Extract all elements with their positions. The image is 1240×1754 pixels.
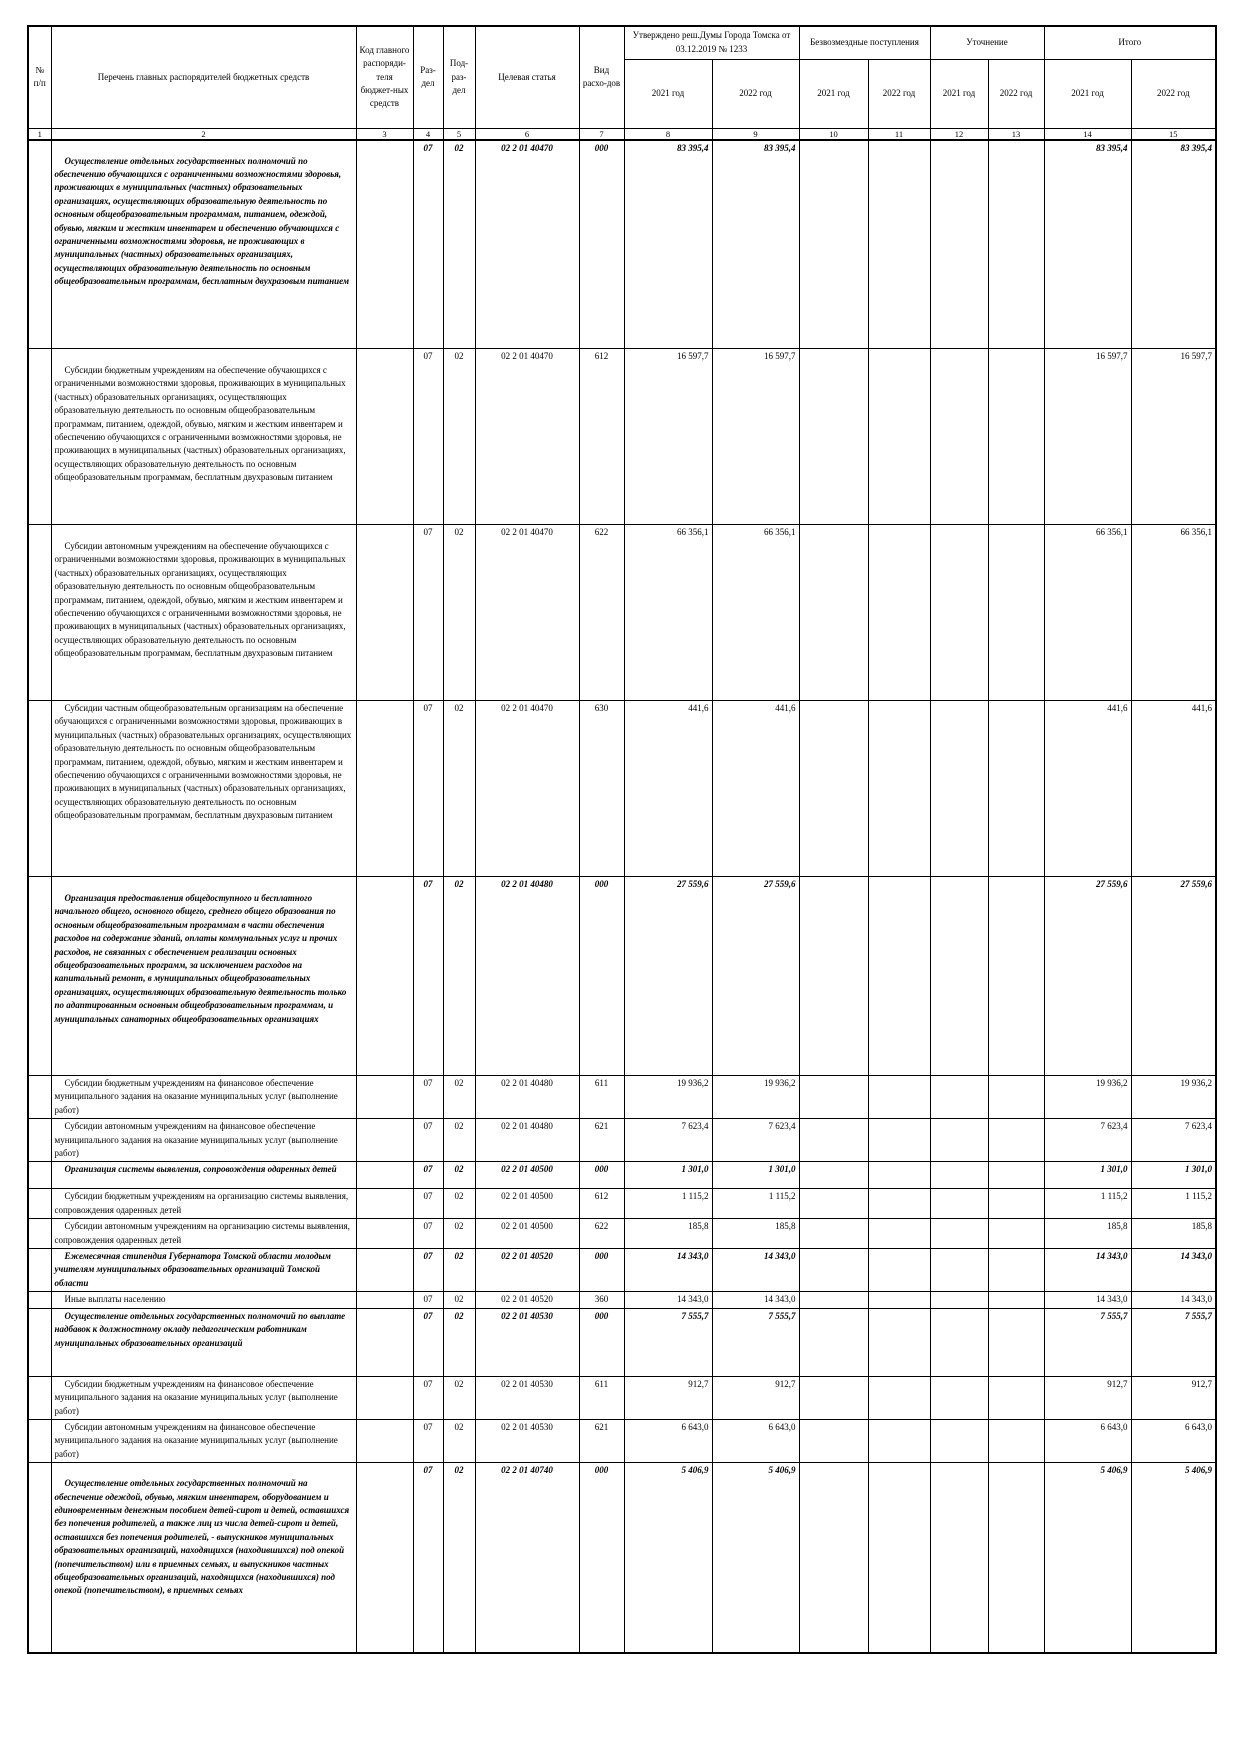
cell-total-2021: 14 343,0: [1044, 1249, 1131, 1292]
cell-total-2021: 19 936,2: [1044, 1076, 1131, 1119]
cell-gratuitous-2021: [799, 1189, 868, 1219]
cell-approved-2021: 27 559,6: [624, 877, 712, 1076]
cell-vid: 000: [579, 1162, 624, 1189]
cell-num: [28, 1308, 51, 1376]
cell-total-2022: 7 555,7: [1131, 1308, 1216, 1376]
cell-num: [28, 1419, 51, 1462]
header-podrazdel: Под-раз-дел: [443, 26, 475, 128]
cell-clarification-2022: [988, 1076, 1044, 1119]
cell-clarification-2021: [930, 1219, 988, 1249]
cell-razdel: 07: [413, 1189, 443, 1219]
header-year: 2022 год: [1131, 59, 1216, 128]
cell-razdel: 07: [413, 877, 443, 1076]
column-number: 13: [988, 128, 1044, 140]
cell-article: 02 2 01 40740: [475, 1463, 579, 1653]
cell-name: Осуществление отдельных государственных полномочий по обеспечению обучающихся с ограниченными возможностями здоровья, проживающих в муниципальных (частных) образовательных организациях, осуществляющих образовательную деятельность по основным общеобразовательным программам, питанием, одеждой, обувью, мягким и жестким инвентарем и обеспечению обучающихся с ограниченными возможностями здоровья, не проживающих в муниципальных (частных) образовательных организациях, осуществляющих образовательную деятельность по основным общеобразовательным программам, бесплатным двухразовым питанием: [51, 140, 356, 349]
cell-clarification-2022: [988, 1376, 1044, 1419]
cell-name: Иные выплаты населению: [51, 1292, 356, 1308]
cell-num: [28, 1219, 51, 1249]
table-row: [28, 1119, 1216, 1162]
cell-code: [356, 349, 413, 525]
cell-clarification-2022: [988, 1249, 1044, 1292]
header-year: 2022 год: [712, 59, 799, 128]
cell-gratuitous-2022: [868, 1419, 930, 1462]
table-row: [28, 1219, 1216, 1249]
cell-approved-2022: 1 115,2: [712, 1189, 799, 1219]
cell-clarification-2022: [988, 1292, 1044, 1308]
cell-gratuitous-2021: [799, 1076, 868, 1119]
cell-razdel: 07: [413, 1376, 443, 1419]
cell-name: Субсидии автономным учреждениям на обеспечение обучающихся с ограниченными возможностями здоровья, проживающих в муниципальных (частных) образовательных организациях, осуществляющих образовательную деятельность по основным общеобразовательным программам, питанием, одеждой, обувью, мягким и жестким инвентарем и обеспечению обучающихся с ограниченными возможностями здоровья, не проживающих в муниципальных (частных) образовательных организациях, осуществляющих образовательную деятельность по основным общеобразовательным программам, бесплатным двухразовым питанием: [51, 525, 356, 701]
cell-total-2022: 27 559,6: [1131, 877, 1216, 1076]
cell-article: 02 2 01 40530: [475, 1419, 579, 1462]
cell-razdel: 07: [413, 1119, 443, 1162]
column-number: 14: [1044, 128, 1131, 140]
cell-name: Субсидии частным общеобразовательным организациям на обеспечение обучающихся с ограниченными возможностями здоровья, проживающих в муниципальных (частных) образовательных организациях, осуществляющих образовательную деятельность по основным общеобразовательным программам, питанием, одеждой, обувью, мягким и жестким инвентарем и обеспечению обучающихся с ограниченными возможностями здоровья, не проживающих в муниципальных (частных) образовательных организациях, осуществляющих образовательную деятельность по основным общеобразовательным программам, бесплатным двухразовым питанием: [51, 701, 356, 877]
cell-clarification-2021: [930, 1419, 988, 1462]
cell-clarification-2022: [988, 701, 1044, 877]
cell-clarification-2022: [988, 1219, 1044, 1249]
cell-clarification-2022: [988, 1189, 1044, 1219]
cell-approved-2022: 14 343,0: [712, 1292, 799, 1308]
cell-approved-2021: 66 356,1: [624, 525, 712, 701]
cell-vid: 621: [579, 1419, 624, 1462]
cell-num: [28, 140, 51, 349]
cell-approved-2022: 1 301,0: [712, 1162, 799, 1189]
cell-clarification-2021: [930, 1308, 988, 1376]
cell-name: Субсидии автономным учреждениям на организацию системы выявления, сопровождения одаренных детей: [51, 1219, 356, 1249]
cell-podrazdel: 02: [443, 525, 475, 701]
table-row: [28, 1463, 1216, 1653]
cell-approved-2022: 6 643,0: [712, 1419, 799, 1462]
cell-name: Осуществление отдельных государственных полномочий на обеспечение одеждой, обувью, мягким инвентарем, оборудованием и единовременным денежным пособием детей-сирот и детей, оставшихся без попечения родителей, а также лиц из числа детей-сирот и детей, оставшихся без попечения родителей, - выпускников муниципальных образовательных организаций, находящихся (находившихся) под опекой (попечительством) или в приемных семьях, и выпускников частных общеобразовательных организаций, находящихся (находившихся) под опекой (попечительством), в приемных семьях: [51, 1463, 356, 1653]
cell-code: [356, 1463, 413, 1653]
cell-vid: 630: [579, 701, 624, 877]
cell-gratuitous-2022: [868, 877, 930, 1076]
table-row: [28, 140, 1216, 349]
cell-code: [356, 1189, 413, 1219]
cell-podrazdel: 02: [443, 1292, 475, 1308]
cell-vid: 611: [579, 1076, 624, 1119]
table-row: [28, 1189, 1216, 1219]
cell-name: Субсидии автономным учреждениям на финансовое обеспечение муниципального задания на оказание муниципальных услуг (выполнение работ): [51, 1419, 356, 1462]
cell-clarification-2021: [930, 1076, 988, 1119]
column-number: 3: [356, 128, 413, 140]
cell-clarification-2021: [930, 1249, 988, 1292]
cell-total-2022: 14 343,0: [1131, 1292, 1216, 1308]
header-approved: Утверждено реш.Думы Города Томска от 03.12.2019 № 1233: [624, 26, 799, 59]
cell-code: [356, 1292, 413, 1308]
cell-approved-2022: 14 343,0: [712, 1249, 799, 1292]
cell-podrazdel: 02: [443, 877, 475, 1076]
cell-code: [356, 1119, 413, 1162]
cell-article: 02 2 01 40470: [475, 349, 579, 525]
cell-gratuitous-2022: [868, 1076, 930, 1119]
cell-approved-2022: 5 406,9: [712, 1463, 799, 1653]
cell-approved-2021: 14 343,0: [624, 1249, 712, 1292]
cell-total-2021: 27 559,6: [1044, 877, 1131, 1076]
cell-approved-2022: 27 559,6: [712, 877, 799, 1076]
cell-gratuitous-2022: [868, 140, 930, 349]
table-row: [28, 349, 1216, 525]
cell-gratuitous-2021: [799, 1249, 868, 1292]
cell-approved-2021: 7 623,4: [624, 1119, 712, 1162]
cell-name: Организация системы выявления, сопровождения одаренных детей: [51, 1162, 356, 1189]
column-number: 15: [1131, 128, 1216, 140]
cell-total-2022: 1 301,0: [1131, 1162, 1216, 1189]
cell-podrazdel: 02: [443, 1162, 475, 1189]
header-name: Перечень главных распорядителей бюджетных средств: [51, 26, 356, 128]
cell-approved-2021: 19 936,2: [624, 1076, 712, 1119]
column-number: 8: [624, 128, 712, 140]
cell-podrazdel: 02: [443, 1308, 475, 1376]
cell-code: [356, 1419, 413, 1462]
cell-gratuitous-2022: [868, 1308, 930, 1376]
cell-gratuitous-2021: [799, 1376, 868, 1419]
cell-num: [28, 877, 51, 1076]
cell-vid: 000: [579, 877, 624, 1076]
cell-clarification-2021: [930, 1162, 988, 1189]
cell-razdel: 07: [413, 1419, 443, 1462]
cell-total-2021: 14 343,0: [1044, 1292, 1131, 1308]
cell-gratuitous-2021: [799, 1219, 868, 1249]
cell-gratuitous-2022: [868, 701, 930, 877]
cell-total-2022: 14 343,0: [1131, 1249, 1216, 1292]
header-total: Итого: [1044, 26, 1216, 59]
cell-num: [28, 1076, 51, 1119]
cell-approved-2021: 83 395,4: [624, 140, 712, 349]
cell-gratuitous-2022: [868, 1249, 930, 1292]
cell-podrazdel: 02: [443, 1463, 475, 1653]
cell-razdel: 07: [413, 1076, 443, 1119]
cell-approved-2021: 14 343,0: [624, 1292, 712, 1308]
cell-approved-2022: 19 936,2: [712, 1076, 799, 1119]
cell-gratuitous-2021: [799, 1119, 868, 1162]
column-number: 5: [443, 128, 475, 140]
cell-approved-2022: 7 623,4: [712, 1119, 799, 1162]
cell-approved-2021: 185,8: [624, 1219, 712, 1249]
cell-podrazdel: 02: [443, 1419, 475, 1462]
cell-name: Организация предоставления общедоступного и бесплатного начального общего, основного общего, среднего общего образования по основным общеобразовательным программам в части обеспечения расходов на содержание зданий, оплаты коммунальных услуг и прочих расходов, не связанных с обеспечением реализации основных общеобразовательных программ, за исключением расходов на капитальный ремонт, в муниципальных общеобразовательных организациях, осуществляющих образовательную деятельность только по адаптированным основным общеобразовательным программам, и муниципальных санаторных общеобразовательных организациях: [51, 877, 356, 1076]
cell-num: [28, 1376, 51, 1419]
cell-code: [356, 1162, 413, 1189]
column-number: 9: [712, 128, 799, 140]
cell-gratuitous-2022: [868, 1119, 930, 1162]
cell-num: [28, 1463, 51, 1653]
cell-approved-2022: 185,8: [712, 1219, 799, 1249]
cell-total-2021: 5 406,9: [1044, 1463, 1131, 1653]
cell-razdel: 07: [413, 140, 443, 349]
cell-vid: 000: [579, 1308, 624, 1376]
table-row: [28, 877, 1216, 1076]
cell-name: Субсидии бюджетным учреждениям на организацию системы выявления, сопровождения одаренных детей: [51, 1189, 356, 1219]
header-year: 2022 год: [988, 59, 1044, 128]
cell-gratuitous-2022: [868, 1189, 930, 1219]
cell-article: 02 2 01 40470: [475, 140, 579, 349]
table-row: [28, 1292, 1216, 1308]
header-year: 2022 год: [868, 59, 930, 128]
cell-approved-2021: 1 115,2: [624, 1189, 712, 1219]
header-code: Код главного распоряди-теля бюджет-ных средств: [356, 26, 413, 128]
cell-vid: 621: [579, 1119, 624, 1162]
cell-vid: 000: [579, 1463, 624, 1653]
cell-clarification-2022: [988, 140, 1044, 349]
cell-total-2021: 1 115,2: [1044, 1189, 1131, 1219]
cell-total-2022: 5 406,9: [1131, 1463, 1216, 1653]
table-row: [28, 1162, 1216, 1189]
cell-clarification-2022: [988, 1162, 1044, 1189]
cell-gratuitous-2021: [799, 525, 868, 701]
cell-approved-2021: 7 555,7: [624, 1308, 712, 1376]
cell-clarification-2021: [930, 1189, 988, 1219]
column-number: 4: [413, 128, 443, 140]
cell-code: [356, 525, 413, 701]
cell-article: 02 2 01 40480: [475, 877, 579, 1076]
cell-approved-2022: 912,7: [712, 1376, 799, 1419]
cell-gratuitous-2022: [868, 1463, 930, 1653]
header-year: 2021 год: [624, 59, 712, 128]
cell-total-2021: 16 597,7: [1044, 349, 1131, 525]
cell-total-2021: 912,7: [1044, 1376, 1131, 1419]
cell-clarification-2021: [930, 140, 988, 349]
cell-clarification-2022: [988, 1119, 1044, 1162]
cell-total-2021: 6 643,0: [1044, 1419, 1131, 1462]
cell-clarification-2022: [988, 525, 1044, 701]
table-row: [28, 525, 1216, 701]
cell-name: Ежемесячная стипендия Губернатора Томской области молодым учителям муниципальных образовательных организаций Томской области: [51, 1249, 356, 1292]
budget-table: [27, 25, 1217, 1654]
cell-total-2022: 1 115,2: [1131, 1189, 1216, 1219]
cell-name: Осуществление отдельных государственных полномочий по выплате надбавок к должностному окладу педагогическим работникам муниципальных образовательных организаций: [51, 1308, 356, 1376]
header-clarification: Уточнение: [930, 26, 1044, 59]
table-body: [28, 140, 1216, 1653]
cell-vid: 360: [579, 1292, 624, 1308]
cell-vid: 000: [579, 1249, 624, 1292]
cell-num: [28, 1292, 51, 1308]
cell-approved-2022: 441,6: [712, 701, 799, 877]
cell-total-2022: 912,7: [1131, 1376, 1216, 1419]
cell-gratuitous-2021: [799, 349, 868, 525]
cell-razdel: 07: [413, 701, 443, 877]
cell-article: 02 2 01 40480: [475, 1076, 579, 1119]
cell-razdel: 07: [413, 1292, 443, 1308]
header-year: 2021 год: [930, 59, 988, 128]
cell-code: [356, 1076, 413, 1119]
cell-razdel: 07: [413, 1463, 443, 1653]
cell-gratuitous-2022: [868, 1219, 930, 1249]
cell-num: [28, 1249, 51, 1292]
cell-gratuitous-2022: [868, 1376, 930, 1419]
cell-name: Субсидии бюджетным учреждениям на финансовое обеспечение муниципального задания на оказание муниципальных услуг (выполнение работ): [51, 1376, 356, 1419]
cell-podrazdel: 02: [443, 1119, 475, 1162]
cell-total-2021: 7 623,4: [1044, 1119, 1131, 1162]
cell-approved-2021: 1 301,0: [624, 1162, 712, 1189]
cell-podrazdel: 02: [443, 140, 475, 349]
cell-total-2021: 1 301,0: [1044, 1162, 1131, 1189]
table-row: [28, 1376, 1216, 1419]
cell-code: [356, 1308, 413, 1376]
cell-clarification-2021: [930, 1463, 988, 1653]
cell-total-2022: 7 623,4: [1131, 1119, 1216, 1162]
header-year: 2021 год: [799, 59, 868, 128]
cell-code: [356, 1219, 413, 1249]
table-row: [28, 701, 1216, 877]
cell-vid: 612: [579, 349, 624, 525]
cell-code: [356, 701, 413, 877]
cell-gratuitous-2022: [868, 1292, 930, 1308]
cell-num: [28, 349, 51, 525]
cell-clarification-2022: [988, 1419, 1044, 1462]
cell-code: [356, 1376, 413, 1419]
cell-gratuitous-2021: [799, 1463, 868, 1653]
cell-clarification-2022: [988, 349, 1044, 525]
column-number: 12: [930, 128, 988, 140]
column-number: 2: [51, 128, 356, 140]
cell-total-2022: 6 643,0: [1131, 1419, 1216, 1462]
cell-total-2021: 185,8: [1044, 1219, 1131, 1249]
cell-vid: 622: [579, 525, 624, 701]
cell-approved-2021: 441,6: [624, 701, 712, 877]
cell-razdel: 07: [413, 1162, 443, 1189]
cell-vid: 000: [579, 140, 624, 349]
cell-razdel: 07: [413, 1249, 443, 1292]
cell-article: 02 2 01 40530: [475, 1376, 579, 1419]
cell-clarification-2021: [930, 349, 988, 525]
cell-num: [28, 1162, 51, 1189]
cell-total-2022: 16 597,7: [1131, 349, 1216, 525]
cell-total-2021: 66 356,1: [1044, 525, 1131, 701]
cell-razdel: 07: [413, 349, 443, 525]
column-number-row: [28, 128, 1216, 140]
cell-num: [28, 1189, 51, 1219]
cell-gratuitous-2021: [799, 701, 868, 877]
cell-clarification-2022: [988, 1463, 1044, 1653]
cell-total-2022: 19 936,2: [1131, 1076, 1216, 1119]
cell-code: [356, 1249, 413, 1292]
cell-num: [28, 701, 51, 877]
cell-name: Субсидии бюджетным учреждениям на финансовое обеспечение муниципального задания на оказание муниципальных услуг (выполнение работ): [51, 1076, 356, 1119]
cell-approved-2021: 16 597,7: [624, 349, 712, 525]
cell-approved-2022: 66 356,1: [712, 525, 799, 701]
cell-name: Субсидии бюджетным учреждениям на обеспечение обучающихся с ограниченными возможностями здоровья, проживающих в муниципальных (частных) образовательных организациях, осуществляющих образовательную деятельность по основным общеобразовательным программам, питанием, одеждой, обувью, мягким и жестким инвентарем и обеспечению обучающихся с ограниченными возможностями здоровья, не проживающих в муниципальных (частных) образовательных организациях, осуществляющих образовательную деятельность по основным общеобразовательным программам, бесплатным двухразовым питанием: [51, 349, 356, 525]
cell-article: 02 2 01 40500: [475, 1162, 579, 1189]
header-gratuitous: Безвозмездные поступления: [799, 26, 930, 59]
cell-approved-2022: 7 555,7: [712, 1308, 799, 1376]
header-article: Целевая статья: [475, 26, 579, 128]
cell-clarification-2021: [930, 701, 988, 877]
cell-article: 02 2 01 40500: [475, 1189, 579, 1219]
cell-vid: 622: [579, 1219, 624, 1249]
cell-podrazdel: 02: [443, 349, 475, 525]
cell-clarification-2021: [930, 877, 988, 1076]
cell-razdel: 07: [413, 1219, 443, 1249]
table-row: [28, 1308, 1216, 1376]
cell-gratuitous-2021: [799, 1308, 868, 1376]
column-number: 7: [579, 128, 624, 140]
column-number: 11: [868, 128, 930, 140]
cell-article: 02 2 01 40500: [475, 1219, 579, 1249]
column-number: 1: [28, 128, 51, 140]
cell-podrazdel: 02: [443, 1219, 475, 1249]
header-year: 2021 год: [1044, 59, 1131, 128]
cell-article: 02 2 01 40470: [475, 525, 579, 701]
table-row: [28, 1249, 1216, 1292]
cell-podrazdel: 02: [443, 1076, 475, 1119]
cell-gratuitous-2021: [799, 140, 868, 349]
cell-article: 02 2 01 40480: [475, 1119, 579, 1162]
cell-gratuitous-2021: [799, 1419, 868, 1462]
cell-total-2021: 441,6: [1044, 701, 1131, 877]
cell-podrazdel: 02: [443, 701, 475, 877]
cell-clarification-2021: [930, 1292, 988, 1308]
header-num: № п/п: [28, 26, 51, 128]
cell-clarification-2021: [930, 525, 988, 701]
cell-article: 02 2 01 40520: [475, 1249, 579, 1292]
cell-approved-2021: 6 643,0: [624, 1419, 712, 1462]
cell-total-2021: 7 555,7: [1044, 1308, 1131, 1376]
cell-podrazdel: 02: [443, 1376, 475, 1419]
cell-clarification-2021: [930, 1119, 988, 1162]
cell-gratuitous-2022: [868, 1162, 930, 1189]
cell-total-2022: 83 395,4: [1131, 140, 1216, 349]
cell-podrazdel: 02: [443, 1249, 475, 1292]
cell-total-2021: 83 395,4: [1044, 140, 1131, 349]
cell-vid: 611: [579, 1376, 624, 1419]
table-row: [28, 1419, 1216, 1462]
cell-code: [356, 877, 413, 1076]
cell-article: 02 2 01 40530: [475, 1308, 579, 1376]
cell-approved-2021: 912,7: [624, 1376, 712, 1419]
cell-vid: 612: [579, 1189, 624, 1219]
cell-gratuitous-2022: [868, 525, 930, 701]
cell-total-2022: 66 356,1: [1131, 525, 1216, 701]
cell-approved-2021: 5 406,9: [624, 1463, 712, 1653]
cell-clarification-2021: [930, 1376, 988, 1419]
cell-article: 02 2 01 40470: [475, 701, 579, 877]
header-razdel: Раз-дел: [413, 26, 443, 128]
cell-approved-2022: 16 597,7: [712, 349, 799, 525]
cell-razdel: 07: [413, 1308, 443, 1376]
header-vid: Вид расхо-дов: [579, 26, 624, 128]
cell-code: [356, 140, 413, 349]
column-number: 10: [799, 128, 868, 140]
cell-podrazdel: 02: [443, 1189, 475, 1219]
cell-approved-2022: 83 395,4: [712, 140, 799, 349]
cell-clarification-2022: [988, 877, 1044, 1076]
cell-razdel: 07: [413, 525, 443, 701]
cell-total-2022: 441,6: [1131, 701, 1216, 877]
cell-clarification-2022: [988, 1308, 1044, 1376]
table-row: [28, 1076, 1216, 1119]
cell-total-2022: 185,8: [1131, 1219, 1216, 1249]
cell-gratuitous-2021: [799, 1162, 868, 1189]
cell-gratuitous-2022: [868, 349, 930, 525]
cell-name: Субсидии автономным учреждениям на финансовое обеспечение муниципального задания на оказание муниципальных услуг (выполнение работ): [51, 1119, 356, 1162]
cell-gratuitous-2021: [799, 877, 868, 1076]
cell-num: [28, 1119, 51, 1162]
cell-num: [28, 525, 51, 701]
cell-gratuitous-2021: [799, 1292, 868, 1308]
cell-article: 02 2 01 40520: [475, 1292, 579, 1308]
table-header: [28, 26, 1216, 140]
column-number: 6: [475, 128, 579, 140]
